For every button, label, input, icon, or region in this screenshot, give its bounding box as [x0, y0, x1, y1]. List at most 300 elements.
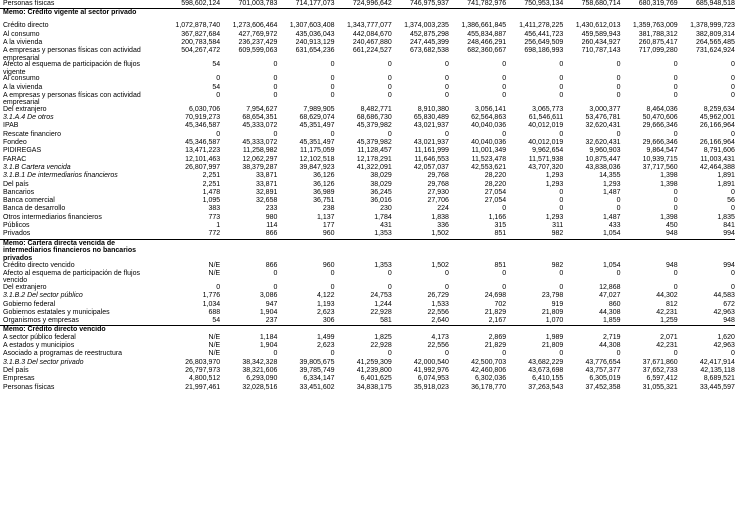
value-cell: 631,654,236 — [295, 47, 335, 55]
value-cell: 32,620,431 — [585, 122, 621, 130]
value-cell: 746,975,937 — [410, 0, 449, 7]
value-cell: 0 — [502, 91, 507, 99]
value-cell: 0 — [730, 188, 735, 196]
value-cell: 28,220 — [484, 172, 507, 180]
value-cell: 0 — [673, 269, 678, 277]
value-cell: 43,021,937 — [413, 139, 449, 146]
row-label: Del extranjero — [3, 105, 47, 113]
value-cell: 21,829 — [484, 308, 507, 316]
value-cell: 42,464,388 — [699, 163, 735, 171]
value-cell: 758,680,714 — [581, 0, 621, 7]
value-cell: 32,028,516 — [242, 383, 278, 391]
value-cell: 772 — [208, 230, 221, 238]
value-cell: 248,466,291 — [467, 38, 507, 46]
value-cell: 452,875,298 — [410, 30, 449, 38]
row-label: Crédito directo — [3, 22, 49, 30]
value-cell: 9,960,903 — [589, 147, 621, 155]
value-cell: 43,838,036 — [585, 163, 621, 171]
value-cell: 0 — [616, 75, 621, 83]
value-cell: 1,838 — [431, 213, 449, 221]
value-cell: 44,583 — [713, 292, 735, 300]
value-cell: 1,137 — [317, 213, 335, 221]
value-cell: 68,686,730 — [356, 114, 392, 122]
value-cell: 39,805,675 — [299, 358, 335, 366]
value-cell: 3,056,141 — [474, 105, 507, 113]
value-cell: 11,646,553 — [414, 155, 449, 163]
value-cell: 1,398 — [660, 180, 678, 188]
value-cell: 0 — [502, 83, 507, 91]
value-cell: 6,074,953 — [417, 375, 449, 383]
value-cell: 54 — [212, 61, 221, 69]
value-cell: 1,398 — [660, 172, 678, 180]
value-cell: 1 — [216, 222, 221, 229]
value-cell: N/E — [208, 261, 221, 269]
table-row — [0, 197, 735, 205]
value-cell: 32,891 — [255, 188, 278, 196]
value-cell: 37,717,560 — [642, 163, 678, 171]
value-cell: 0 — [387, 283, 392, 291]
value-cell: 0 — [387, 83, 392, 91]
value-cell: 12,178,291 — [356, 155, 392, 163]
value-cell: 1,293 — [602, 180, 621, 188]
value-cell: 50,470,606 — [642, 114, 678, 122]
value-cell: 0 — [559, 83, 564, 91]
value-cell: 851 — [494, 261, 507, 269]
value-cell: 38,029 — [370, 180, 392, 188]
value-cell: 3,086 — [259, 292, 278, 300]
row-label: Bancarios — [3, 188, 35, 196]
value-cell: 0 — [673, 350, 678, 358]
value-cell: 0 — [616, 197, 621, 205]
value-cell: 23,798 — [541, 292, 564, 300]
value-cell: 3,000,377 — [589, 105, 621, 113]
value-cell: 0 — [673, 283, 678, 291]
value-cell: 37,652,733 — [642, 366, 678, 374]
value-cell: 0 — [502, 269, 507, 277]
value-cell: 2,719 — [602, 333, 621, 341]
row-label: Afecto al esquema de participación de flujos vigente — [3, 61, 140, 76]
value-cell: 2,640 — [431, 317, 449, 325]
value-cell: 41,992,976 — [413, 366, 449, 374]
table-row — [0, 292, 735, 300]
value-cell: 68,654,351 — [242, 114, 278, 122]
value-cell: 0 — [616, 205, 621, 213]
value-cell: 29,666,346 — [642, 139, 678, 146]
value-cell: 42,417,914 — [699, 358, 735, 366]
value-cell: 1,620 — [717, 333, 735, 341]
value-cell: 54 — [212, 317, 221, 325]
value-cell: 39,785,749 — [299, 366, 335, 374]
value-cell: 11,161,999 — [414, 147, 449, 155]
value-cell: 40,012,019 — [528, 139, 564, 146]
value-cell: 11,001,349 — [471, 147, 507, 155]
value-cell: 177 — [322, 222, 335, 229]
value-cell: 24,698 — [484, 292, 507, 300]
row-label: Del país — [3, 366, 29, 374]
value-cell: 33,451,602 — [299, 383, 335, 391]
value-cell: 43,757,377 — [585, 366, 621, 374]
value-cell: 773 — [208, 213, 221, 221]
value-cell: 114 — [266, 222, 278, 229]
value-cell: 1,478 — [202, 188, 221, 196]
value-cell: 44,302 — [656, 292, 678, 300]
value-cell: 6,305,019 — [589, 375, 621, 383]
row-label: Memo: Crédito vigente al sector privado — [3, 9, 137, 17]
row-label: Empresas — [3, 375, 35, 383]
value-cell: 450 — [666, 222, 678, 229]
row-label: Públicos — [3, 222, 30, 229]
value-cell: 10,939,715 — [642, 155, 678, 163]
row-label: Privados — [3, 230, 31, 238]
value-cell: 1,487 — [602, 188, 621, 196]
row-label: Otros intermediarios financieros — [3, 213, 102, 221]
row-label: A empresas y personas físicas con actividad empresarial — [3, 91, 141, 107]
value-cell: 0 — [330, 75, 335, 83]
value-cell: 1,430,612,013 — [575, 22, 621, 30]
value-cell: 33,871 — [255, 180, 278, 188]
value-cell: 6,597,412 — [646, 375, 678, 383]
value-cell: 22,556 — [427, 342, 449, 349]
value-cell: 42,231 — [656, 308, 678, 316]
value-cell: 1,343,777,077 — [346, 22, 392, 30]
row-label: Gobiernos estatales y municipales — [3, 308, 110, 316]
value-cell: 45,346,587 — [185, 139, 221, 146]
table-row — [0, 222, 735, 230]
value-cell: 0 — [273, 61, 278, 69]
value-cell: 21,829 — [484, 342, 507, 349]
value-cell: 45,351,497 — [299, 122, 335, 130]
value-cell: 40,040,036 — [471, 139, 507, 146]
value-cell: 8,259,634 — [703, 105, 735, 113]
row-label: A empresas y personas físicas con actividad empresarial — [3, 47, 141, 62]
value-cell: 0 — [445, 91, 449, 99]
value-cell: 0 — [216, 283, 221, 291]
value-cell: 948 — [666, 261, 678, 269]
table-row — [0, 262, 735, 270]
value-cell: 0 — [216, 91, 221, 99]
table-row — [0, 39, 735, 47]
table-row — [0, 181, 735, 189]
value-cell: 4,122 — [317, 292, 335, 300]
value-cell: 28,220 — [484, 180, 507, 188]
row-label: A estados y municipios — [3, 342, 75, 349]
value-cell: 0 — [445, 61, 449, 69]
value-cell: 1,499 — [317, 333, 335, 341]
value-cell: 2,071 — [660, 333, 678, 341]
value-cell: 459,589,943 — [581, 30, 621, 38]
value-cell: 382,809,314 — [695, 30, 735, 38]
value-cell: 0 — [330, 130, 335, 138]
value-cell: 0 — [387, 350, 392, 358]
value-cell: 0 — [673, 61, 678, 69]
value-cell: 442,084,670 — [352, 30, 392, 38]
value-cell: 1,378,999,723 — [690, 22, 735, 30]
value-cell: 7,954,627 — [246, 105, 278, 113]
value-cell: 851 — [494, 230, 507, 238]
table-row — [0, 214, 735, 222]
value-cell: 8,464,036 — [646, 105, 678, 113]
value-cell: 68,629,074 — [299, 114, 335, 122]
value-cell: 1,904 — [259, 342, 278, 349]
row-label: Banca comercial — [3, 197, 55, 205]
value-cell: 2,251 — [202, 180, 221, 188]
value-cell: 256,649,509 — [524, 38, 564, 46]
table-row — [0, 309, 735, 317]
value-cell: N/E — [208, 333, 221, 341]
value-cell: 0 — [559, 205, 564, 213]
value-cell: 698,186,993 — [524, 47, 564, 55]
value-cell: 0 — [673, 197, 678, 205]
value-cell: 1,054 — [602, 230, 621, 238]
value-cell: 581 — [380, 317, 392, 325]
value-cell: 36,245 — [370, 188, 392, 196]
value-cell: 0 — [387, 75, 392, 83]
value-cell: 26,803,970 — [185, 358, 221, 366]
value-cell: 12,868 — [599, 283, 621, 291]
value-cell: 260,434,927 — [581, 38, 621, 46]
value-cell: 2,167 — [488, 317, 507, 325]
value-cell: 42,963 — [713, 342, 735, 349]
row-label: 3.1.A.4 De otros — [3, 114, 54, 122]
value-cell: 609,599,063 — [238, 47, 278, 55]
value-cell: 0 — [616, 269, 621, 277]
row-label: A la vivienda — [3, 83, 43, 91]
value-cell: 0 — [273, 75, 278, 83]
value-cell: 673,682,538 — [410, 47, 449, 55]
value-cell: 61,546,611 — [528, 114, 564, 122]
value-cell: 0 — [730, 269, 735, 277]
value-cell: 714,177,073 — [295, 0, 335, 7]
value-cell: 0 — [273, 130, 278, 138]
table-row — [0, 22, 735, 30]
value-cell: 427,769,972 — [238, 30, 278, 38]
value-cell: 841 — [723, 222, 735, 229]
value-cell: 0 — [616, 91, 621, 99]
value-cell: 0 — [616, 61, 621, 69]
table-row — [0, 139, 735, 147]
row-label: Del país — [3, 180, 29, 188]
value-cell: 0 — [616, 130, 621, 138]
value-cell: 960 — [322, 261, 335, 269]
value-cell: 9,864,547 — [646, 147, 678, 155]
value-cell: 56 — [727, 197, 735, 205]
value-cell: 381,788,312 — [638, 30, 678, 38]
value-cell: 6,293,090 — [246, 375, 278, 383]
value-cell: 994 — [723, 261, 735, 269]
value-cell: 8,482,771 — [360, 105, 392, 113]
value-cell: 21,809 — [541, 308, 564, 316]
value-cell: 0 — [330, 269, 335, 277]
value-cell: 1,259 — [660, 317, 678, 325]
value-cell: 45,379,982 — [356, 139, 392, 146]
value-cell: 36,989 — [313, 188, 335, 196]
value-cell: 1,193 — [317, 300, 335, 308]
value-cell: 724,996,642 — [352, 0, 392, 7]
value-cell: 2,251 — [202, 172, 221, 180]
value-cell: 0 — [502, 205, 507, 213]
value-cell: 0 — [273, 83, 278, 91]
value-cell: 2,623 — [317, 308, 335, 316]
table-row — [0, 156, 735, 164]
value-cell: 435,036,043 — [295, 30, 335, 38]
table-row — [0, 359, 735, 367]
value-cell: 0 — [502, 283, 507, 291]
value-cell: 1,487 — [602, 213, 621, 221]
value-cell: 0 — [387, 269, 392, 277]
value-cell: 1,054 — [602, 261, 621, 269]
value-cell: 4,800,512 — [189, 375, 221, 383]
value-cell: 36,751 — [313, 197, 335, 205]
value-cell: 0 — [445, 130, 449, 138]
value-cell: N/E — [208, 350, 221, 358]
value-cell: 948 — [666, 230, 678, 238]
value-cell: 200,783,584 — [181, 38, 221, 46]
value-cell: 42,135,118 — [700, 366, 735, 374]
table-row — [0, 164, 735, 172]
value-cell: 866 — [265, 230, 278, 238]
value-cell: 41,322,091 — [356, 163, 392, 171]
value-cell: 65,830,489 — [413, 114, 449, 122]
value-cell: 0 — [559, 269, 564, 277]
value-cell: 40,040,036 — [471, 122, 507, 130]
value-cell: 1,034 — [202, 300, 221, 308]
value-cell: 1,411,278,225 — [519, 22, 564, 30]
value-cell: 0 — [673, 91, 678, 99]
value-cell: 1,502 — [431, 261, 449, 269]
table-row — [0, 367, 735, 375]
value-cell: 750,953,134 — [524, 0, 564, 7]
value-cell: 9,962,654 — [532, 147, 564, 155]
value-cell: 36,016 — [370, 197, 392, 205]
value-cell: 264,565,485 — [695, 38, 735, 46]
value-cell: 0 — [273, 283, 278, 291]
table-row — [0, 334, 735, 342]
value-cell: 982 — [551, 261, 564, 269]
value-cell: 42,553,621 — [471, 163, 507, 171]
value-cell: 0 — [445, 75, 449, 83]
value-cell: 0 — [502, 75, 507, 83]
value-cell: 0 — [559, 188, 564, 196]
value-cell: 431 — [380, 222, 392, 229]
value-cell: 0 — [730, 205, 735, 213]
value-cell: 948 — [723, 317, 735, 325]
value-cell: 1,359,763,009 — [632, 22, 678, 30]
row-label: Organismos y empresas — [3, 317, 79, 325]
value-cell: 12,062,297 — [242, 155, 278, 163]
value-cell: 0 — [559, 75, 564, 83]
value-cell: 33,445,597 — [699, 383, 735, 391]
value-cell: 0 — [559, 283, 564, 291]
value-cell: 1,891 — [717, 172, 735, 180]
value-cell: 240,913,129 — [295, 38, 335, 46]
value-cell: 311 — [552, 222, 564, 229]
value-cell: 994 — [723, 230, 735, 238]
table-row — [0, 31, 735, 39]
value-cell: 36,126 — [313, 180, 335, 188]
table-row — [0, 92, 735, 107]
value-cell: 0 — [502, 350, 507, 358]
table-row — [0, 61, 735, 76]
value-cell: 36,178,770 — [471, 383, 507, 391]
value-cell: 224 — [437, 205, 449, 213]
value-cell: 598,602,124 — [181, 0, 221, 7]
value-cell: 40,012,019 — [528, 122, 564, 130]
value-cell: 12,102,518 — [299, 155, 335, 163]
value-cell: 866 — [265, 261, 278, 269]
value-cell: 6,410,155 — [532, 375, 564, 383]
value-cell: 0 — [559, 91, 564, 99]
value-cell: 315 — [494, 222, 507, 229]
value-cell: 44,308 — [599, 342, 621, 349]
value-cell: 982 — [551, 230, 564, 238]
table-row — [0, 172, 735, 180]
value-cell: 0 — [730, 91, 735, 99]
value-cell: 0 — [330, 61, 335, 69]
value-cell: 0 — [273, 269, 278, 277]
section-header-row — [0, 8, 735, 17]
row-label: Asociado a programas de reestructura — [3, 350, 123, 358]
value-cell: 27,054 — [484, 197, 507, 205]
value-cell: 672 — [723, 300, 735, 308]
value-cell: 1,353 — [374, 230, 392, 238]
row-label: 3.1.B.1 De intermediarios financieros — [3, 172, 118, 180]
value-cell: 1,904 — [259, 308, 278, 316]
row-label: Afecto al esquema de participación de flujos vencido — [3, 269, 140, 285]
value-cell: 0 — [387, 91, 392, 99]
row-label: Personas físicas — [3, 0, 55, 7]
value-cell: 34,838,175 — [356, 383, 392, 391]
value-cell: 236,237,429 — [238, 38, 278, 46]
value-cell: 1,776 — [202, 292, 221, 300]
value-cell: 336 — [437, 222, 449, 229]
value-cell: 43,021,937 — [413, 122, 449, 130]
value-cell: 0 — [559, 350, 564, 358]
table-row — [0, 189, 735, 197]
value-cell: 42,500,703 — [471, 358, 507, 366]
value-cell: 26,166,964 — [699, 139, 735, 146]
value-cell: 702 — [494, 300, 507, 308]
value-cell: 0 — [330, 350, 335, 358]
row-label: 3.1.B Cartera vencida — [3, 163, 71, 171]
value-cell: 8,910,380 — [417, 105, 449, 113]
value-cell: 42,460,806 — [471, 366, 507, 374]
value-cell: 661,224,527 — [352, 47, 392, 55]
value-cell: 0 — [559, 130, 564, 138]
value-cell: N/E — [208, 342, 221, 349]
value-cell: 260,875,417 — [638, 38, 678, 46]
row-label: Crédito directo vencido — [3, 261, 75, 269]
value-cell: 1,095 — [202, 197, 221, 205]
value-cell: 38,321,606 — [242, 366, 278, 374]
value-cell: 685,948,518 — [695, 0, 735, 7]
value-cell: 1,293 — [545, 172, 564, 180]
value-cell: 1,293 — [545, 213, 564, 221]
value-cell: 29,666,346 — [642, 122, 678, 130]
value-cell: 26,729 — [427, 292, 449, 300]
value-cell: 306 — [322, 317, 335, 325]
value-cell: 0 — [330, 91, 335, 99]
value-cell: 0 — [616, 83, 621, 91]
value-cell: 731,624,924 — [695, 47, 735, 55]
table-row — [0, 205, 735, 213]
value-cell: 4,173 — [431, 333, 449, 341]
value-cell: 8,689,521 — [703, 375, 735, 383]
value-cell: 27,930 — [427, 188, 449, 196]
value-cell: 26,166,964 — [699, 122, 735, 130]
value-cell: 0 — [445, 283, 449, 291]
value-cell: 0 — [673, 75, 678, 83]
table-row — [0, 75, 735, 83]
